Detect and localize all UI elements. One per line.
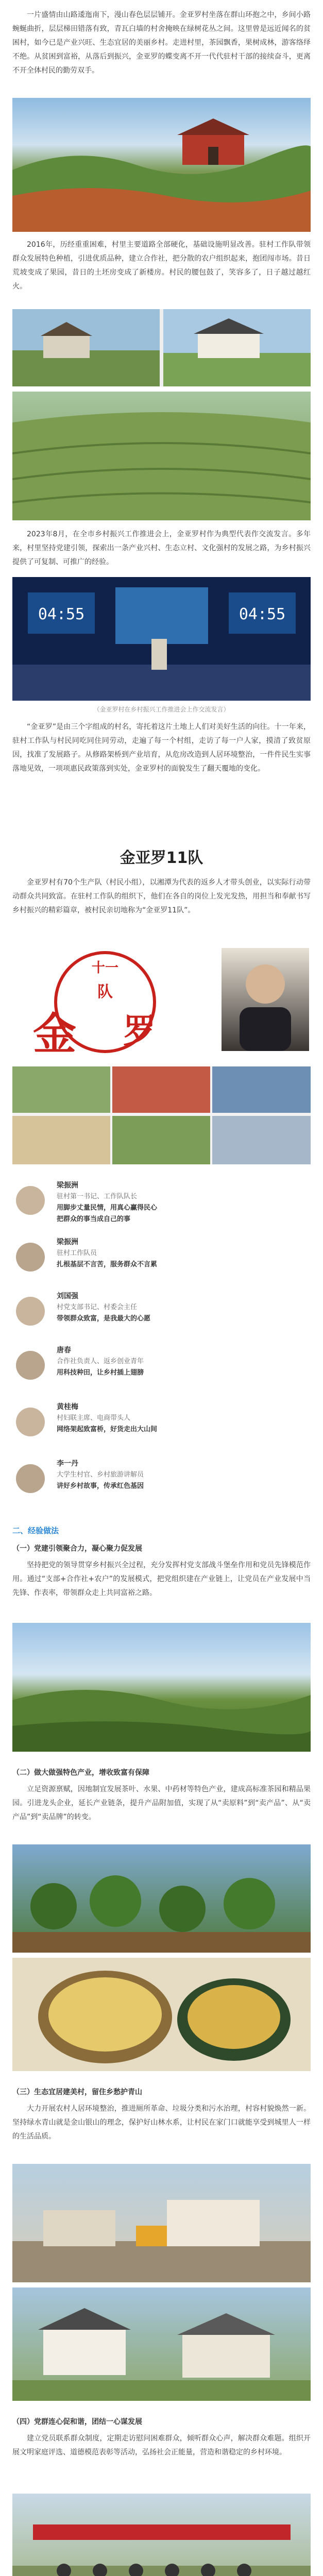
section-3-photo-village — [12, 2287, 311, 2401]
member-1-name: 梁振洲 — [57, 1181, 78, 1190]
intro-block — [0, 8, 323, 78]
para-2016-block — [0, 238, 323, 294]
badge-mid-text: 队 — [97, 983, 113, 1001]
member-6-name: 李一丹 — [57, 1460, 78, 1468]
conference-stage-illustration — [12, 577, 311, 701]
badge-char-right: 罗 — [123, 1012, 156, 1050]
landscape-illustration — [12, 98, 311, 232]
member-2 — [57, 1236, 299, 1270]
member-4-name: 唐春 — [57, 1346, 71, 1354]
team-member-portrait — [222, 948, 309, 1051]
village-illustration — [12, 2287, 311, 2401]
section-1-block — [0, 1558, 323, 1600]
section-4-title: （四）党群连心促和谐，团结一心谋发展 — [12, 2418, 142, 2426]
team-photo-grid-illustration — [12, 1066, 311, 1164]
para-2023-block — [0, 528, 323, 569]
para-meaning: “金亚罗”是由三个字组成的村名，寄托着这片土地上人们对美好生活的向往。十一年来，驻村工作队与村民同吃同住同劳动，走遍了每一个村组，走访了每一户人家，摸清了致贫原因，找准了发展路子。从修路架桥到产业培育，从危房改造到人居环境整治，一件件民生实事落地见效，一项项惠民政策落到实处，金亚罗村的面貌发生了翻天覆地的变化。 — [12, 723, 311, 773]
member-avatars — [12, 1180, 48, 1510]
member-3 — [57, 1291, 299, 1325]
team-title: 金亚罗11队 — [120, 849, 203, 867]
member-2-name: 梁振洲 — [57, 1238, 78, 1246]
village-landscape-photo — [12, 98, 311, 232]
section-3-title: （三）生态宜居建美村，留住乡愁护青山 — [12, 2088, 142, 2096]
section-3-block — [0, 2102, 323, 2144]
orchard-illustration — [12, 1844, 311, 1953]
member-2-quote: 扎根基层不言苦，服务群众不言累 — [57, 1261, 158, 1268]
stage-caption: （金亚罗村在乡村振兴工作推进会上作交流发言） — [93, 706, 230, 713]
team-photo-grid — [12, 1066, 311, 1164]
member-5 — [57, 1401, 299, 1435]
terraced-field-photo — [12, 392, 311, 520]
member-5-name: 黄桂梅 — [57, 1403, 78, 1411]
member-6 — [57, 1458, 299, 1492]
section-1-photo — [12, 1623, 311, 1752]
section-3-photo-construction — [12, 2164, 311, 2282]
portrait-illustration — [222, 948, 309, 1051]
member-3-quote: 带领群众致富，是我最大的心愿 — [57, 1315, 151, 1323]
intro-paragraph: 一片盛情由山路逶迤南下，漫山春色层层铺开。金亚罗村坐落在群山环抱之中，乡间小路蜿蜒曲折，层层梯田错落有致，青瓦白墙的村舍掩映在绿树花丛之间。这里曾是远近闻名的贫困村，如今已是产业兴旺、生态宜居的美丽乡村。走进村里，茶园飘香，果树成林，游客络绎不绝。从贫困到富裕，从落后到振兴，金亚罗的蝶变离不开一代代驻村干部的接续奋斗，更离不开全体村民的勤劳双手。 — [12, 11, 311, 75]
section-2-text: 立足资源禀赋，因地制宜发展茶叶、水果、中药材等特色产业，建成高标准茶园和精品果园。引进龙头企业，延长产业链条，提升产品附加值，实现了从“卖原料”到“卖产品”、从“卖产品”到“卖品牌”的转变。 — [12, 1785, 311, 1821]
para-2016: 2016年，历经重重困难，村里主要道路全部硬化，基础设施明显改善。驻村工作队带领群众发展特色种植，引进优质品种，建立合作社，把分散的农户组织起来，抱团闯市场。昔日荒坡变成了果园，昔日的土坯房变成了新楼房。村民的腰包鼓了，笑容多了，日子越过越红火。 — [12, 241, 311, 291]
conference-stage-photo — [12, 577, 311, 701]
member-1-quote-2: 把群众的事当成自己的事 — [57, 1215, 131, 1223]
member-1-role: 驻村第一书记、工作队队长 — [57, 1193, 138, 1200]
section-4-photo-meeting — [12, 2494, 311, 2576]
team-intro-block — [0, 876, 323, 918]
section-heading: 二、经验做法 — [12, 1526, 59, 1535]
section-2-photo-orchard — [12, 1844, 311, 1953]
member-4 — [57, 1345, 299, 1379]
svg-text:04:55: 04:55 — [239, 605, 286, 623]
member-3-role: 村党支部书记、村委会主任 — [57, 1303, 138, 1311]
badge-char-left: 金 — [33, 1008, 77, 1059]
member-5-role: 村妇联主席、电商带头人 — [57, 1414, 131, 1422]
para-meaning-block — [0, 720, 323, 776]
section-1-illustration — [12, 1623, 311, 1752]
svg-text:04:55: 04:55 — [38, 605, 85, 623]
village-before-after-photos — [12, 309, 311, 386]
section-2-block — [0, 1783, 323, 1824]
member-1 — [57, 1180, 299, 1225]
team-intro: 金亚罗村有70个生产队（村民小组），以湘潭为代表的返乡人才带头创业，以实际行动带动群众共同致富。在驻村工作队的组织下，他们在各自的岗位上发光发热，用担当和奉献书写乡村振兴的精彩篇章，被村民亲切地称为“金亚罗11队”。 — [12, 878, 311, 914]
section-2-photo-produce — [12, 1958, 311, 2071]
construction-illustration — [12, 2164, 311, 2282]
section-4-text: 建立党员联系群众制度，定期走访慰问困难群众，倾听群众心声，解决群众难题。组织开展文明家庭评选、道德模范表彰等活动，弘扬社会正能量，营造和谐稳定的乡村环境。 — [12, 2434, 311, 2456]
team-badge — [12, 943, 198, 1061]
para-2023: 2023年8月，在全市乡村振兴工作推进会上，金亚罗村作为典型代表作交流发言。多年来，村里坚持党建引领，探索出一条产业兴村、生态立村、文化强村的发展之路，为乡村振兴提供了可复制、可推广的经验。 — [12, 530, 311, 566]
section-2-title: （二）做大做强特色产业，增收致富有保障 — [12, 1769, 149, 1777]
terraced-field-illustration — [12, 392, 311, 520]
member-6-role: 大学生村官、乡村旅游讲解员 — [57, 1471, 144, 1479]
member-5-quote: 网络架起致富桥，好货走出大山间 — [57, 1426, 158, 1433]
section-3-text: 大力开展农村人居环境整治，推进厕所革命、垃圾分类和污水治理，村容村貌焕然一新。坚持绿水青山就是金山银山的理念，保护好山林水系，让村民在家门口就能享受到城里人一样的生活品质。 — [12, 2105, 311, 2141]
produce-illustration — [12, 1958, 311, 2071]
member-4-role: 合作社负责人、返乡创业青年 — [57, 1358, 144, 1365]
member-1-quote: 用脚步丈量民情，用真心赢得民心 — [57, 1204, 158, 1212]
section-1-text: 坚持把党的领导贯穿乡村振兴全过程，充分发挥村党支部战斗堡垒作用和党员先锋模范作用。通过“支部+合作社+农户”的发展模式，把党组织建在产业链上，让党员在产业发展中当先锋、作表率，带领群众走上共同富裕之路。 — [12, 1561, 311, 1597]
member-6-quote: 讲好乡村故事，传承红色基因 — [57, 1482, 144, 1490]
member-avatars-illustration — [12, 1180, 48, 1510]
section-4-block — [0, 2432, 323, 2460]
before-after-illustration — [12, 309, 311, 386]
member-3-name: 刘国强 — [57, 1292, 78, 1300]
badge-top-text: 十一 — [91, 960, 118, 976]
member-2-role: 驻村工作队员 — [57, 1249, 97, 1257]
member-4-quote: 用科技种田，让乡村插上翅膀 — [57, 1369, 144, 1377]
meeting-illustration — [12, 2494, 311, 2576]
section-1-title: （一）党建引领聚合力，凝心聚力促发展 — [12, 1545, 142, 1553]
